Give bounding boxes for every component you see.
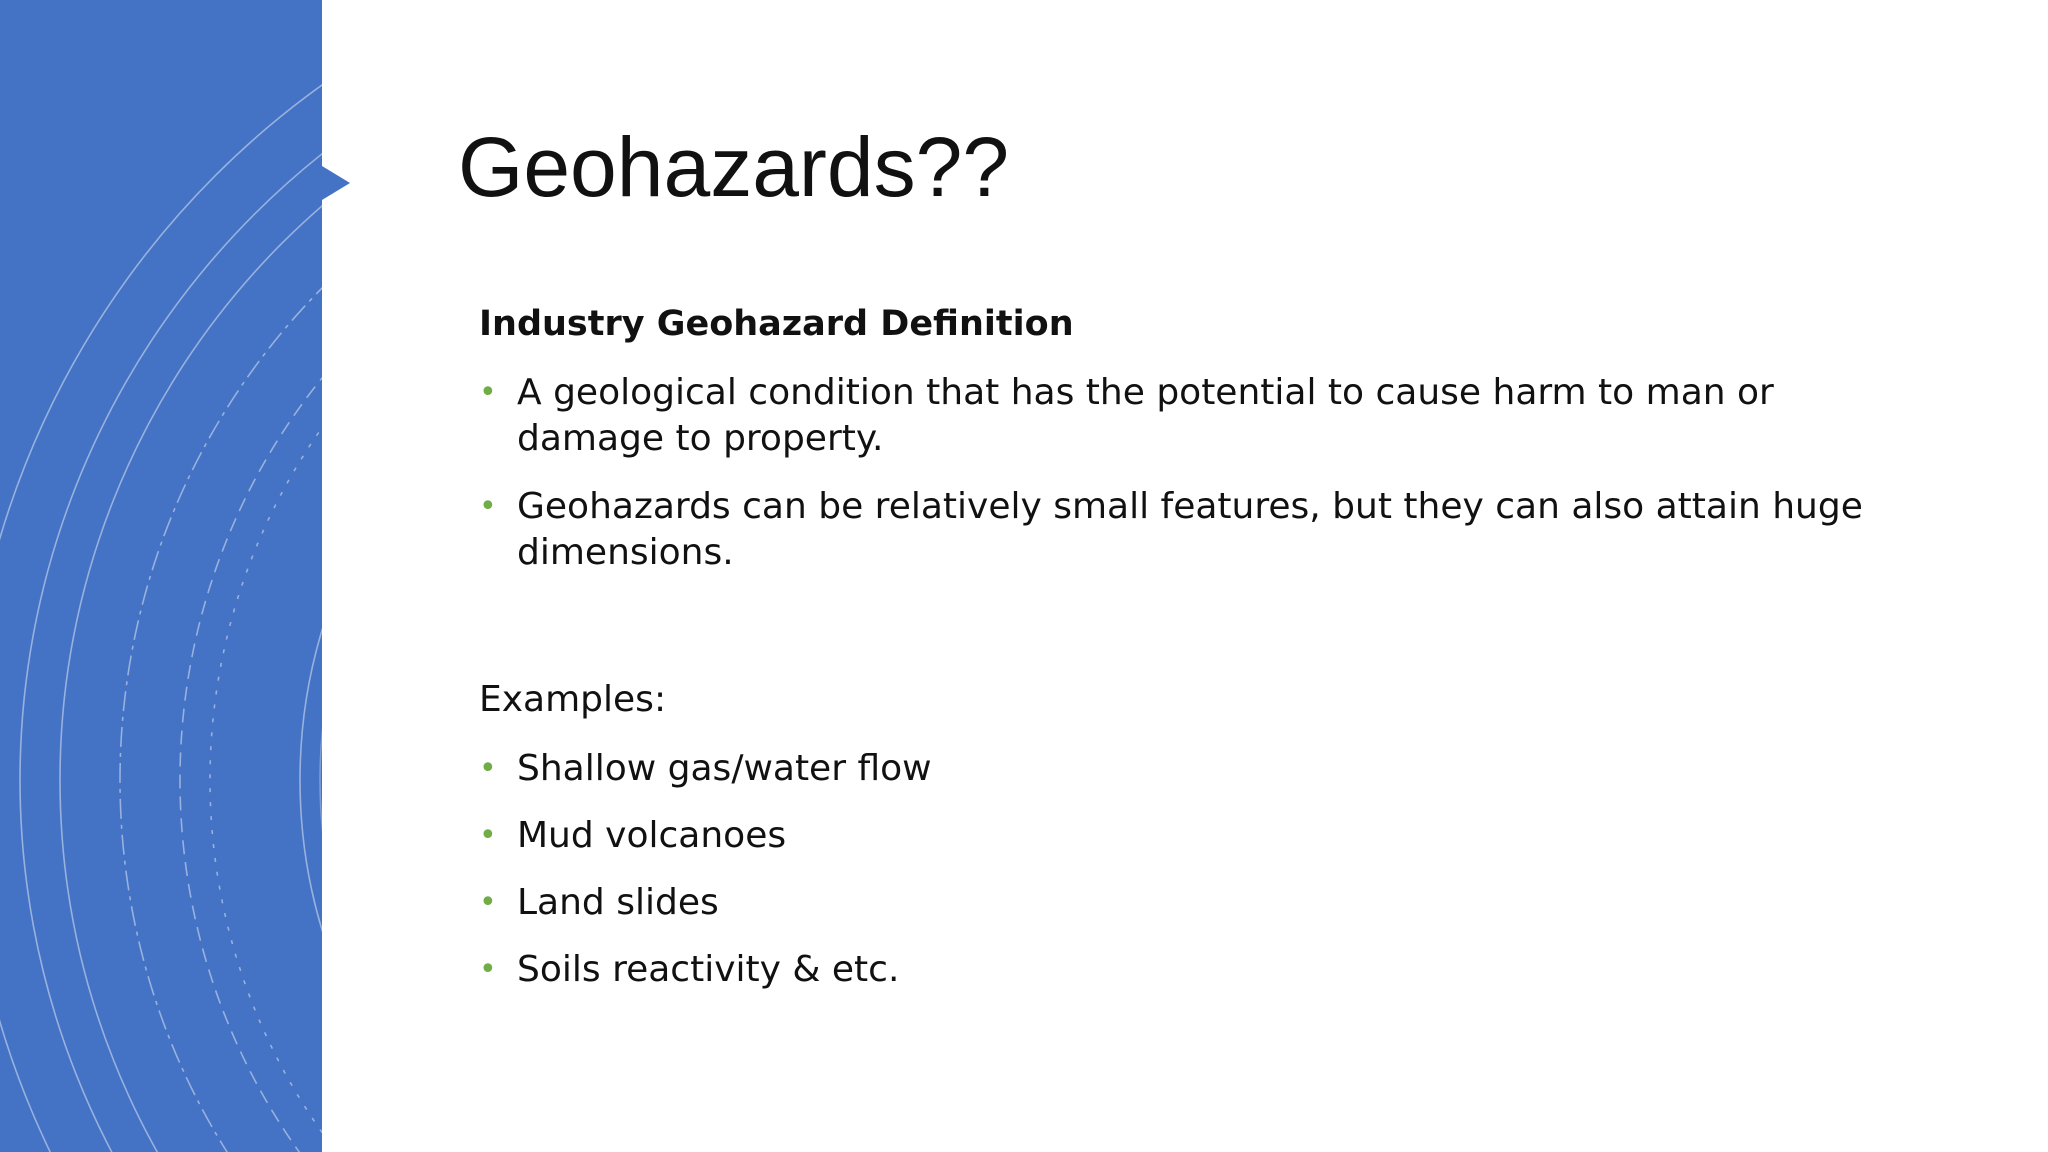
example-item <box>479 746 1899 792</box>
section-spacer <box>479 598 1899 674</box>
bullet-icon: • <box>479 885 497 920</box>
definition-list <box>479 370 1899 576</box>
example-item-text: Soils reactivity & etc. <box>517 949 900 990</box>
definition-item <box>479 484 1899 576</box>
examples-list <box>479 746 1899 993</box>
arc-pattern-graphic <box>0 0 322 1152</box>
bullet-icon: • <box>479 489 497 524</box>
example-item-text: Mud volcanoes <box>517 815 787 856</box>
definition-item-text: A geological condition that has the potential to cause harm to man or damage to property. <box>517 372 1774 459</box>
definition-item <box>479 370 1899 462</box>
example-item <box>479 880 1899 926</box>
definition-item-text: Geohazards can be relatively small features, but they can also attain huge dimensions. <box>517 486 1863 573</box>
bullet-icon: • <box>479 952 497 987</box>
bullet-icon: • <box>479 375 497 410</box>
example-item <box>479 947 1899 993</box>
slide-content <box>479 298 1899 1014</box>
bullet-icon: • <box>479 818 497 853</box>
example-item <box>479 813 1899 859</box>
examples-label: Examples: <box>479 679 667 720</box>
title-marker-triangle <box>322 166 350 200</box>
example-item-text: Shallow gas/water flow <box>517 748 932 789</box>
slide-title: Geohazards?? <box>458 120 1010 214</box>
example-item-text: Land slides <box>517 882 719 923</box>
definition-heading: Industry Geohazard Definition <box>479 304 1074 344</box>
decorative-side-panel <box>0 0 322 1152</box>
bullet-icon: • <box>479 751 497 786</box>
